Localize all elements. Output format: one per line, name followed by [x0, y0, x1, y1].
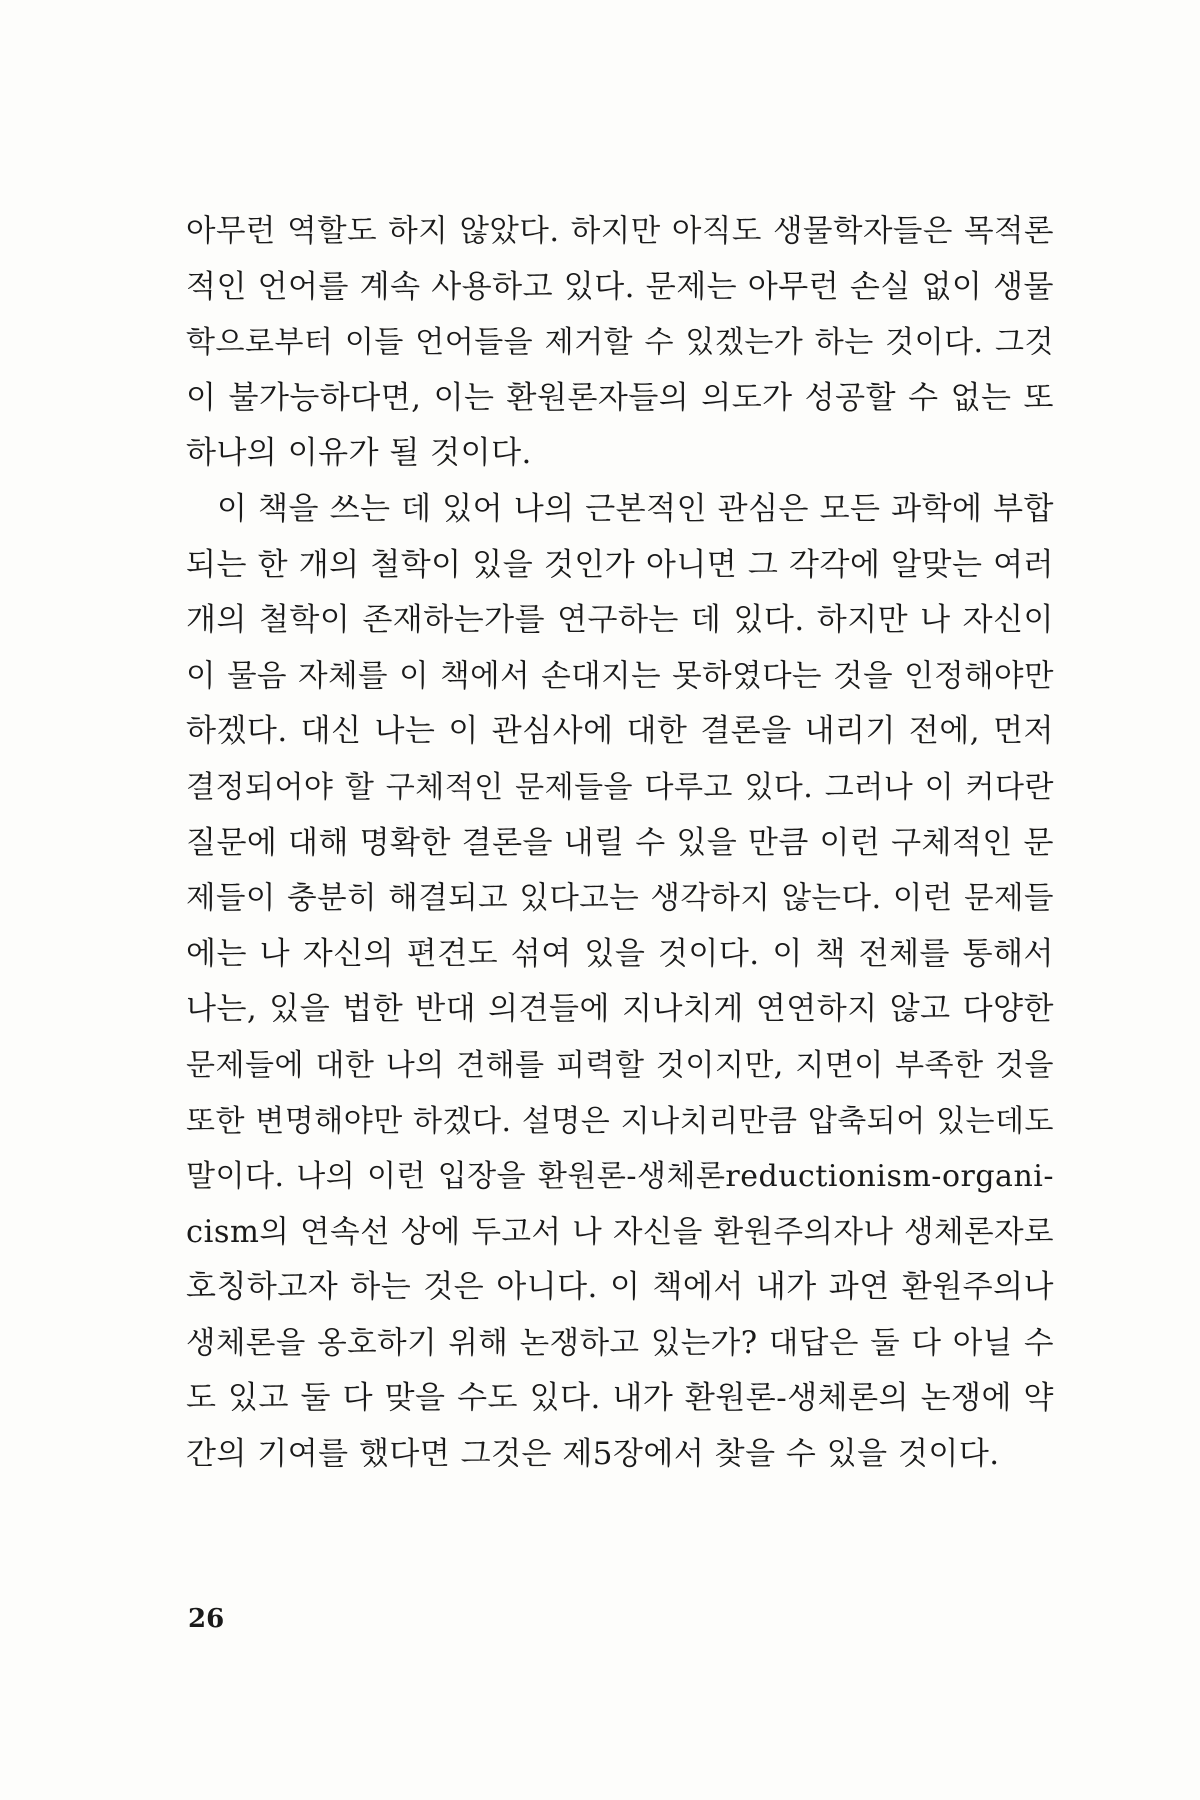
- paragraph-1: [186, 204, 1054, 482]
- text-line: 호칭하고자 하는 것은 아니다. 이 책에서 내가 과연 환원주의나: [186, 1269, 1054, 1306]
- text-line: 말이다. 나의 이런 입장을 환원론-생체론reductionism-organi-: [186, 1159, 1054, 1195]
- body-text: [186, 204, 1054, 1483]
- text-line: cism의 연속선 상에 두고서 나 자신을 환원주의자나 생체론자로: [186, 1214, 1054, 1250]
- text-line: 또한 변명해야만 하겠다. 설명은 지나치리만큼 압축되어 있는데도: [186, 1103, 1054, 1139]
- text-line: 나는, 있을 법한 반대 의견들에 지나치게 연연하지 않고 다양한: [186, 991, 1054, 1028]
- text-line: 제들이 충분히 해결되고 있다고는 생각하지 않는다. 이런 문제들: [186, 881, 1054, 917]
- text-line: 질문에 대해 명확한 결론을 내릴 수 있을 만큼 이런 구체적인 문: [186, 824, 1054, 861]
- text-line: 개의 철학이 존재하는가를 연구하는 데 있다. 하지만 나 자신이: [186, 602, 1054, 639]
- text-line: 간의 기여를 했다면 그것은 제5장에서 찾을 수 있을 것이다.: [186, 1436, 1000, 1473]
- text-line: 하나의 이유가 될 것이다.: [186, 435, 532, 472]
- text-line: 적인 언어를 계속 사용하고 있다. 문제는 아무런 손실 없이 생물: [186, 268, 1054, 305]
- text-line: 하겠다. 대신 나는 이 관심사에 대한 결론을 내리기 전에, 먼저: [186, 713, 1054, 750]
- text-line: 결정되어야 할 구체적인 문제들을 다루고 있다. 그러나 이 커다란: [186, 769, 1054, 805]
- paragraph-2: [186, 482, 1054, 1483]
- text-line: 생체론을 옹호하기 위해 논쟁하고 있는가? 대답은 둘 다 아닐 수: [186, 1325, 1054, 1361]
- text-line: 에는 나 자신의 편견도 섞여 있을 것이다. 이 책 전체를 통해서: [186, 935, 1054, 972]
- text-line: 이 불가능하다면, 이는 환원론자들의 의도가 성공할 수 없는 또: [186, 379, 1054, 416]
- text-line: 학으로부터 이들 언어들을 제거할 수 있겠는가 하는 것이다. 그것: [186, 325, 1054, 361]
- page-number: 26: [188, 1604, 225, 1634]
- text-line: 문제들에 대한 나의 견해를 피력할 것이지만, 지면이 부족한 것을: [186, 1047, 1054, 1083]
- text-line: 되는 한 개의 철학이 있을 것인가 아니면 그 각각에 알맞는 여러: [186, 546, 1054, 583]
- text-line: 아무런 역할도 하지 않았다. 하지만 아직도 생물학자들은 목적론: [186, 214, 1054, 249]
- text-line: 이 물음 자체를 이 책에서 손대지는 못하였다는 것을 인정해야만: [186, 658, 1054, 694]
- text-line: 이 책을 쓰는 데 있어 나의 근본적인 관심은 모든 과학에 부합: [217, 490, 1054, 527]
- text-line: 도 있고 둘 다 맞을 수도 있다. 내가 환원론-생체론의 논쟁에 약: [186, 1380, 1054, 1417]
